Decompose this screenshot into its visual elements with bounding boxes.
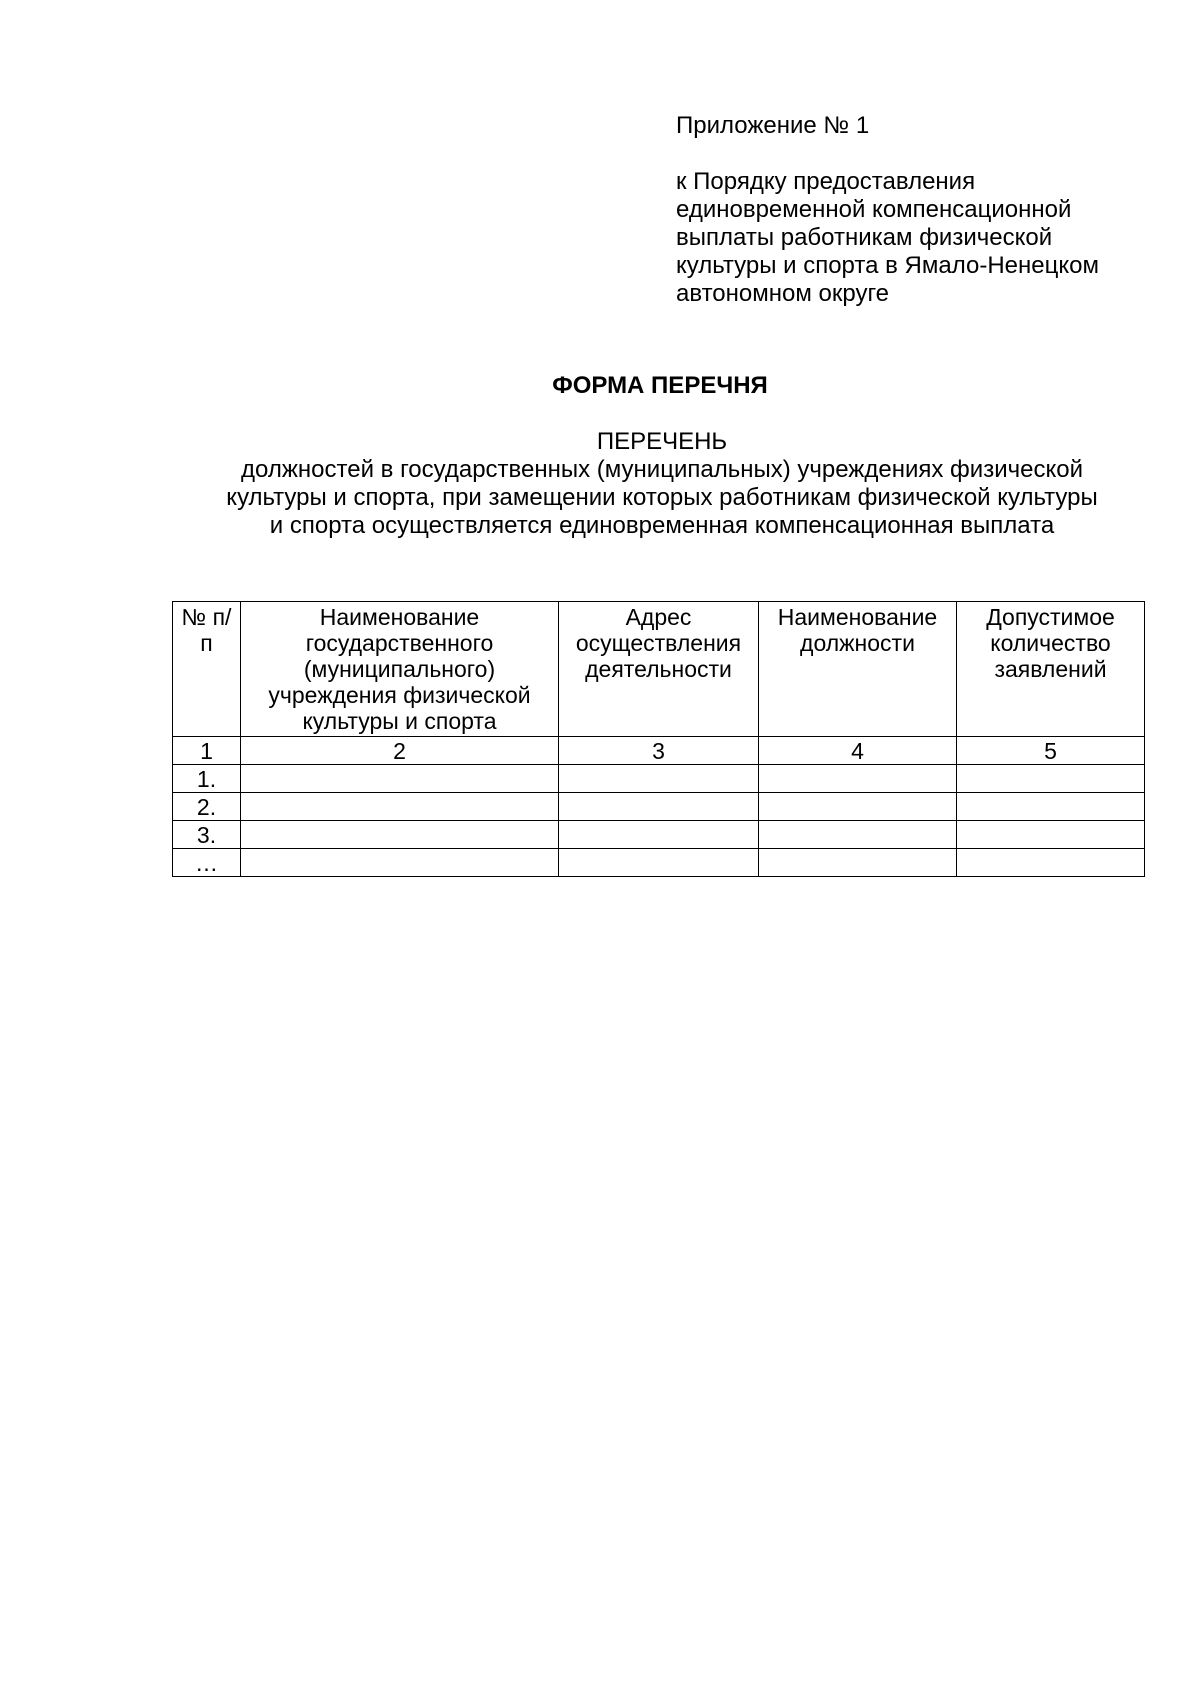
table-cell <box>759 765 957 793</box>
table-cell <box>241 765 559 793</box>
row-number-cell: … <box>173 849 241 877</box>
table-cell <box>559 849 759 877</box>
table-row <box>173 765 1145 793</box>
table-header-row <box>173 602 1145 737</box>
table-cell <box>241 793 559 821</box>
table-cell <box>759 821 957 849</box>
list-heading-line: должностей в государственных (муниципальных) учреждениях физической <box>241 456 1083 483</box>
column-number-cell: 4 <box>759 737 957 765</box>
column-number-cell: 1 <box>173 737 241 765</box>
table-cell <box>957 793 1145 821</box>
table-cell <box>559 821 759 849</box>
table-cell <box>759 849 957 877</box>
column-number-cell: 2 <box>241 737 559 765</box>
row-number-cell: 3. <box>173 821 241 849</box>
header-cell-institution: Наименование государственного (муниципального) учреждения физической культуры и спорта <box>241 602 559 737</box>
form-title: ФОРМА ПЕРЕЧНЯ <box>552 372 768 399</box>
table-cell <box>559 793 759 821</box>
table-cell <box>559 765 759 793</box>
column-number-cell: 5 <box>957 737 1145 765</box>
table-cell <box>759 793 957 821</box>
table-cell <box>241 821 559 849</box>
column-number-cell: 3 <box>559 737 759 765</box>
table-row <box>173 793 1145 821</box>
table-cell <box>957 849 1145 877</box>
list-heading <box>170 428 1154 540</box>
appendix-reference: к Порядку предоставления единовременной компенсационной выплаты работникам физической культуры и спорта в Ямало-Ненецком автономном округе <box>676 168 1099 307</box>
header-cell-position: Наименование должности <box>759 602 957 737</box>
header-cell-address: Адрес осуществления деятельности <box>559 602 759 737</box>
table-cell <box>241 849 559 877</box>
appendix-block <box>676 112 1156 308</box>
column-number-row <box>173 737 1145 765</box>
list-heading-line: культуры и спорта, при замещении которых работникам физической культуры <box>226 484 1098 511</box>
row-number-cell: 1. <box>173 765 241 793</box>
positions-table <box>172 601 1145 877</box>
table-cell <box>957 765 1145 793</box>
table-cell <box>957 821 1145 849</box>
list-heading-title: ПЕРЕЧЕНЬ <box>596 428 728 455</box>
header-cell-number: № п/п <box>173 602 241 737</box>
table-row <box>173 821 1145 849</box>
appendix-number: Приложение № 1 <box>676 112 870 139</box>
table-row <box>173 849 1145 877</box>
row-number-cell: 2. <box>173 793 241 821</box>
list-heading-line: и спорта осуществляется единовременная компенсационная выплата <box>269 512 1055 539</box>
header-cell-applications: Допустимое количество заявлений <box>957 602 1145 737</box>
